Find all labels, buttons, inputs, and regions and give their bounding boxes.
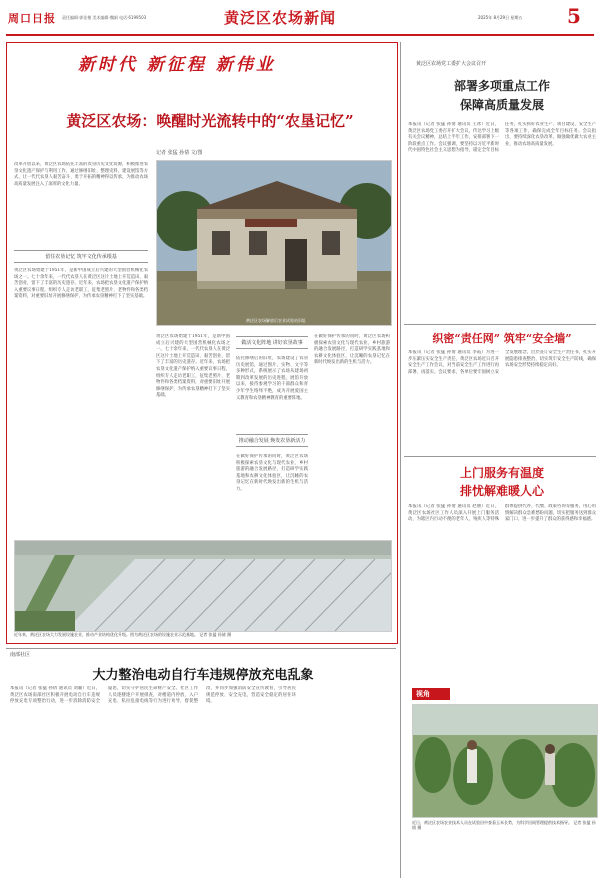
right-rule-2 — [404, 456, 596, 457]
feature-photo — [156, 160, 392, 326]
feature-section-3-heading: 推动融合发展 焕发农垦新活力 — [236, 434, 308, 447]
masthead-logo: 周口日报 — [8, 12, 56, 25]
bottom-section-label: 南部社区 — [10, 652, 31, 658]
right-meeting-body: 本报讯（记者 张猛 孙倩 通讯员 王冰）近日，黄泛区农场党工委召开扩大会议，传达学习上级有关会议精神，总结上半年工作，安排部署下一阶段重点工作。会议强调，要坚持以习近平新时代中国特色社会主义思想为指导，锚定全年目标任务，扎实抓好农业生产、项目建设、安全生产等各项工作，确保完成全年目标任务。会议指出，要持续深化农垦改革，做强做优做大农业主业，推动农场高质量发展。 — [408, 122, 596, 154]
feature-byline: 记者 张猛 孙倩 文/图 — [156, 150, 203, 156]
bottom-body: 本报讯（记者 张猛 孙倩 通讯员 刘颖）近日，黄泛区农场南部社区积极开展电动自行车违规停放充电专项整治行动，进一步消除消防安全隐患，切实守护居民生命财产安全。社区工作人员逐楼逐户开展排查，对楼道内停放、入户充电、私拉乱接电线等行为进行劝导，督促整改，并同步加强消防安全宣传教育，引导居民规范停放、安全充电，营造安全稳定的居住环境。 — [10, 686, 296, 705]
feature-column-4: 在做好保护传承的同时，黄泛区农场积极探索农垦文化与现代农业、乡村旅游的融合发展路径，打造研学实践基地和农耕文化体验区，让沉睡的农垦记忆在新时代焕发出新的生机与活力。 — [314, 334, 390, 366]
right-rule-1 — [404, 324, 596, 325]
page-number: 5 — [567, 4, 581, 28]
right-title-2: 保障高质量发展 — [459, 98, 544, 112]
masthead-rule — [6, 34, 594, 36]
feature-intro: 改革开放以来，黄泛区农场依托丰富的农垦历史文化资源，积极推进农垦文化遗产保护与利用工作，通过修缮旧址、整理史料、建设展馆等方式，让一代代农垦人艰苦奋斗、勇于开拓的精神得以传承，为推动农场高质量发展注入了深厚的文化力量。 — [14, 162, 148, 187]
bottom-rule — [6, 648, 396, 649]
right-mid-title: 织密“责任网” 筑牢“安全墙” — [432, 332, 572, 345]
right-service-title-1: 上门服务有温度 — [459, 466, 544, 480]
column-divider — [400, 42, 401, 878]
aerial-photo — [14, 540, 392, 632]
photo-label: 视角 — [416, 690, 430, 698]
section-title: 黄泛区农场新闻 — [224, 9, 337, 27]
feature-title: 黄泛区农场：唤醒时光流转中的“农垦记忆” — [66, 112, 354, 130]
right-service-title-2: 排忧解难暖人心 — [459, 484, 544, 498]
aerial-caption: 近年来，黄泛区农场大力发展设施农业，推动产业结构优化升级。图为黄泛区农场的设施农业示范基地。 记者 张猛 孙倩 摄 — [14, 632, 232, 637]
right-service-body: 本报讯（记者 张猛 孙倩 通讯员 赵丽）近日，黄泛区农场社区工作人员深入开展上门服务活动，为辖区内行动不便的老年人、残疾人等特殊群体提供代办、代缴、政策咨询等服务，用心用情解决群众急难愁盼问题，切实把服务送到群众家门口，进一步提升了群众的获得感和幸福感。 — [408, 504, 596, 523]
feature-section-1-body: 黄泛区农场始建于1951年，是新中国成立后兴建的大型国营机械化农场之一。七十余年来，一代代农垦人在黄泛区这片土地上开荒造田、艰苦创业，留下了丰富的历史遗存。近年来，农场把农垦文化遗产保护纳入重要议事日程，组织专人走访老职工，征集老照片、老物件和各类档案资料，对重要旧址开展修缮保护，为传承农垦精神打下了坚实基础。 — [14, 268, 148, 300]
right-photo — [412, 704, 598, 818]
feature-photo-caption: 黄泛区农场解放后农业试验站旧址 — [246, 318, 306, 323]
feature-column-2: 黄泛区农场始建于1951年，是新中国成立后兴建的大型国营机械化农场之一。七十余年来，一代代农垦人在黄泛区这片土地上开荒造田、艰苦创业，留下了丰富的历史遗存。近年来，农场把农垦文化遗产保护纳入重要议事日程，组织专人走访老职工，征集老照片、老物件和各类档案资料，对重要旧址开展修缮保护，为传承农垦精神打下了坚实基础。 — [156, 334, 230, 399]
right-title-1: 部署多项重点工作 — [453, 79, 550, 93]
right-mid-body: 本报讯（记者 张猛 孙倩 通讯员 李霞）为进一步压紧压实安全生产责任，黄泛区农场近日召开安全生产工作会议，对当前安全生产工作进行再部署、再落实。会议要求，各单位要牢固树立安全发展理念，层层签订安全生产责任书，扎实开展隐患排查整治，切实筑牢安全生产防线，确保农场安全形势持续稳定向好。 — [408, 350, 596, 375]
banner-slogan: 新时代 新征程 新伟业 — [78, 55, 276, 75]
feature-section-2-heading: 做活文化阵地 讲好农垦故事 — [236, 336, 308, 349]
masthead-info: 责任编辑·郭佳楷 美术编辑·魏娟 电话·6199503 — [62, 15, 147, 20]
right-photo-caption: 近日，黄泛区农场农业技术人员在试验田中查看玉米长势，为科学田间管理提供技术指导。 记者 张猛 孙倩 摄 — [412, 820, 596, 830]
right-meeting-label: 黄泛区农场党工委扩大会议召开 — [416, 61, 487, 67]
date-line: 2025年 8月29日 星期五 — [478, 15, 523, 20]
feature-section-1-heading: 留住农垦记忆 筑牢文化传承根基 — [14, 250, 148, 263]
feature-section-3-body: 在做好保护传承的同时，黄泛区农场积极探索农垦文化与现代农业、乡村旅游的融合发展路径，打造研学实践基地和农耕文化体验区，让沉睡的农垦记忆在新时代焕发出新的生机与活力。 — [236, 454, 308, 492]
bottom-title: 大力整治电动自行车违规停放充电乱象 — [92, 668, 314, 683]
feature-section-2-body: 依托修缮后的旧址，农场建设了农垦历史展馆，通过图片、实物、文字等多种形式，系统展示了农场从建场初期到改革发展的历史进程。展馆开放以来，接待参观学习的干部群众和青少年学生络绎不绝，成为开展爱国主义教育和农垦精神教育的重要阵地。 — [236, 356, 308, 401]
